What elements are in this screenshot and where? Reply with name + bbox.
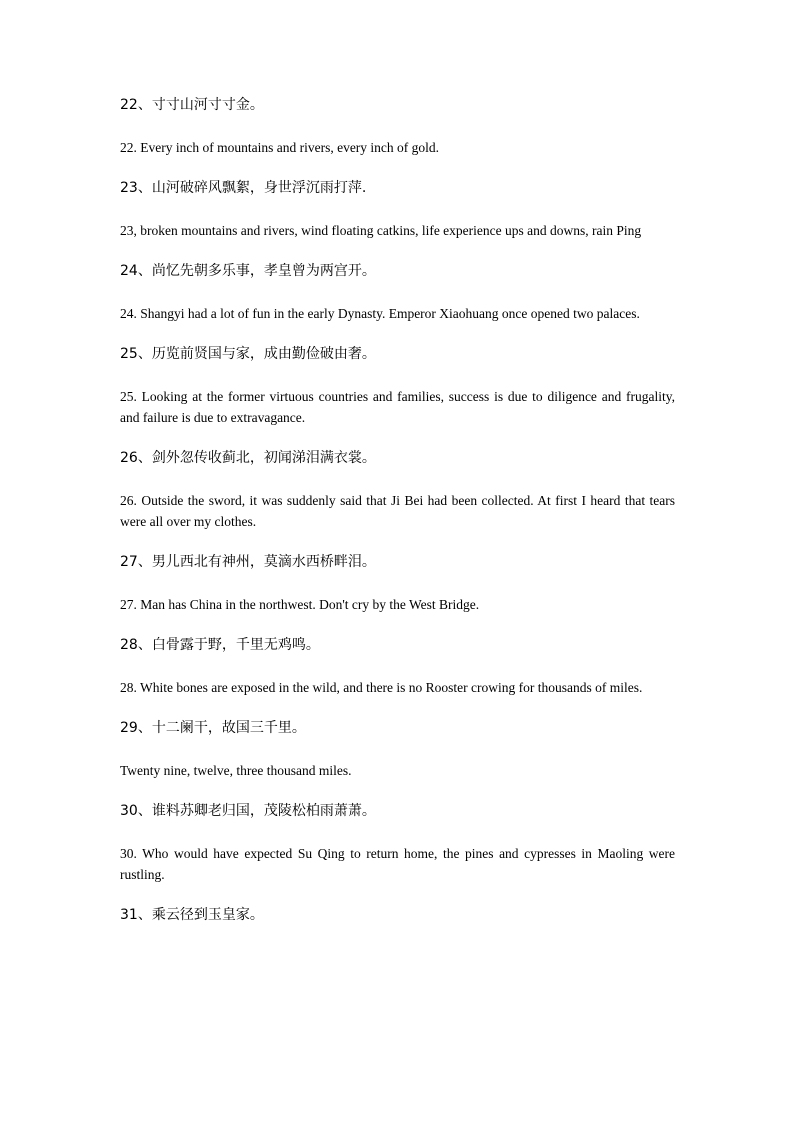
english-line-25: 25. Looking at the former virtuous countries and families, success is due to diligence and frugality, and failure is due to extravagance. <box>120 389 675 425</box>
chinese-line-29: 29、十二阑干，故国三千里。 <box>120 720 306 736</box>
english-line-27: 27. Man has China in the northwest. Don't cry by the West Bridge. <box>120 597 480 612</box>
chinese-line-22: 22、寸寸山河寸寸金。 <box>120 97 264 113</box>
english-line-30: 30. Who would have expected Su Qing to return home, the pines and cypresses in Maoling were rustling. <box>120 846 675 882</box>
chinese-line-27: 27、男儿西北有神州，莫滴水西桥畔泪。 <box>120 554 376 570</box>
chinese-line-23: 23、山河破碎风飘絮，身世浮沉雨打萍. <box>120 180 367 196</box>
english-line-24: 24. Shangyi had a lot of fun in the early Dynasty. Emperor Xiaohuang once opened two palaces. <box>120 306 640 321</box>
english-line-26: 26. Outside the sword, it was suddenly said that Ji Bei had been collected. At first I heard that tears were all over my clothes. <box>120 493 675 529</box>
chinese-line-28: 28、白骨露于野，千里无鸡鸣。 <box>120 637 320 653</box>
chinese-line-30: 30、谁料苏卿老归国，茂陵松柏雨萧萧。 <box>120 803 376 819</box>
chinese-line-26: 26、剑外忽传收蓟北，初闻涕泪满衣裳。 <box>120 450 376 466</box>
chinese-line-25: 25、历览前贤国与家，成由勤俭破由奢。 <box>120 346 376 362</box>
chinese-line-31: 31、乘云径到玉皇家。 <box>120 907 264 923</box>
chinese-line-24: 24、尚忆先朝多乐事，孝皇曾为两宫开。 <box>120 263 376 279</box>
english-line-23: 23, broken mountains and rivers, wind floating catkins, life experience ups and downs, rain Ping <box>120 223 642 238</box>
document-page <box>120 95 675 925</box>
english-line-29: Twenty nine, twelve, three thousand miles. <box>120 763 352 778</box>
english-line-22: 22. Every inch of mountains and rivers, every inch of gold. <box>120 140 440 155</box>
english-line-28: 28. White bones are exposed in the wild, and there is no Rooster crowing for thousands of miles. <box>120 680 643 695</box>
